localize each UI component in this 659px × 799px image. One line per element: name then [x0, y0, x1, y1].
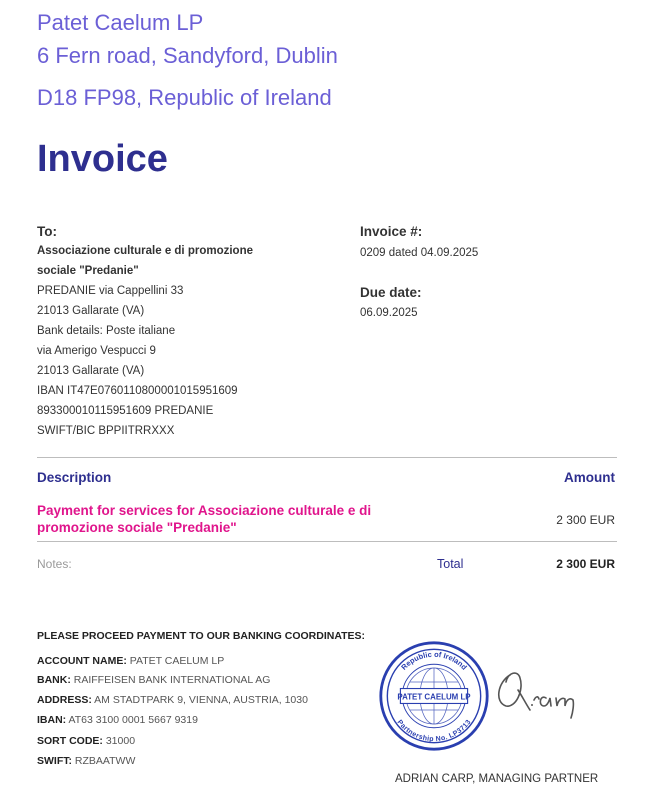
seal-ring-top-text: Republic of Ireland: [399, 649, 469, 672]
bank-row-value: 31000: [102, 735, 136, 747]
bank-row-label: ADDRESS:: [37, 694, 92, 706]
recipient-name-line-1: Associazione culturale e di promozione: [37, 245, 253, 257]
bank-row: [37, 735, 135, 747]
recipient-line: via Amerigo Vespucci 9: [37, 345, 156, 357]
recipient-line: 21013 Gallarate (VA): [37, 365, 145, 377]
invoice-title: Invoice: [37, 138, 168, 180]
bank-row: [37, 714, 198, 726]
signer-name: ADRIAN CARP, MANAGING PARTNER: [395, 773, 599, 785]
invoice-number-label: Invoice #:: [360, 224, 423, 239]
bank-row-value: AM STADTPARK 9, VIENNA, AUSTRIA, 1030: [91, 694, 308, 706]
recipient-line: PREDANIE via Cappellini 33: [37, 285, 184, 297]
line-item-amount: 2 300 EUR: [556, 513, 615, 527]
invoice-number-value: 0209 dated 04.09.2025: [360, 247, 479, 259]
due-date-label: Due date:: [360, 285, 422, 300]
bank-row-value: RZBAATWW: [72, 755, 136, 767]
company-name: Patet Caelum LP: [37, 10, 204, 35]
description-header: Description: [37, 470, 112, 485]
bank-row-label: BANK:: [37, 674, 71, 686]
due-date-value: 06.09.2025: [360, 307, 418, 319]
bank-row-label: SWIFT:: [37, 755, 72, 767]
company-address-line-2: D18 FP98, Republic of Ireland: [37, 85, 332, 110]
bank-row-label: IBAN:: [37, 714, 67, 726]
recipient-line: 893300010115951609 PREDANIE: [37, 405, 214, 417]
line-item-description: Payment for services for Associazione culturale e di promozione sociale "Predanie": [37, 503, 372, 535]
payment-heading: PLEASE PROCEED PAYMENT TO OUR BANKING COORDINATES:: [37, 630, 366, 642]
table-bottom-divider: [37, 541, 617, 542]
recipient-line: SWIFT/BIC BPPIITRRXXX: [37, 425, 175, 437]
total-label: Total: [437, 557, 464, 571]
bank-row-value: RAIFFEISEN BANK INTERNATIONAL AG: [70, 674, 271, 686]
recipient-line: 21013 Gallarate (VA): [37, 305, 145, 317]
bank-row: [37, 755, 135, 767]
recipient-name-line-2: sociale "Predanie": [37, 265, 139, 277]
bank-row-value: PATET CAELUM LP: [126, 655, 225, 667]
seal-ring-bottom-text: Partnership No. LP3713: [395, 718, 473, 744]
amount-header: Amount: [564, 470, 615, 485]
bank-row-label: SORT CODE:: [37, 735, 103, 747]
table-top-divider: [37, 457, 617, 458]
notes-label: Notes:: [37, 557, 72, 571]
recipient-line: Bank details: Poste italiane: [37, 325, 176, 337]
total-value: 2 300 EUR: [556, 557, 615, 571]
bank-row: [37, 655, 224, 667]
company-address-line-1: 6 Fern road, Sandyford, Dublin: [37, 43, 338, 68]
bank-row: [37, 674, 270, 686]
handwritten-signature: [488, 660, 588, 720]
bank-row: [37, 694, 308, 706]
recipient-line: IBAN IT47E0760110800001015951609: [37, 385, 238, 397]
seal-center-text: PATET CAELUM LP: [397, 692, 471, 702]
bank-row-label: ACCOUNT NAME:: [37, 655, 127, 667]
recipient-heading: To:: [37, 224, 57, 239]
company-seal-stamp: [378, 640, 490, 752]
bank-row-value: AT63 3100 0001 5667 9319: [66, 714, 198, 726]
